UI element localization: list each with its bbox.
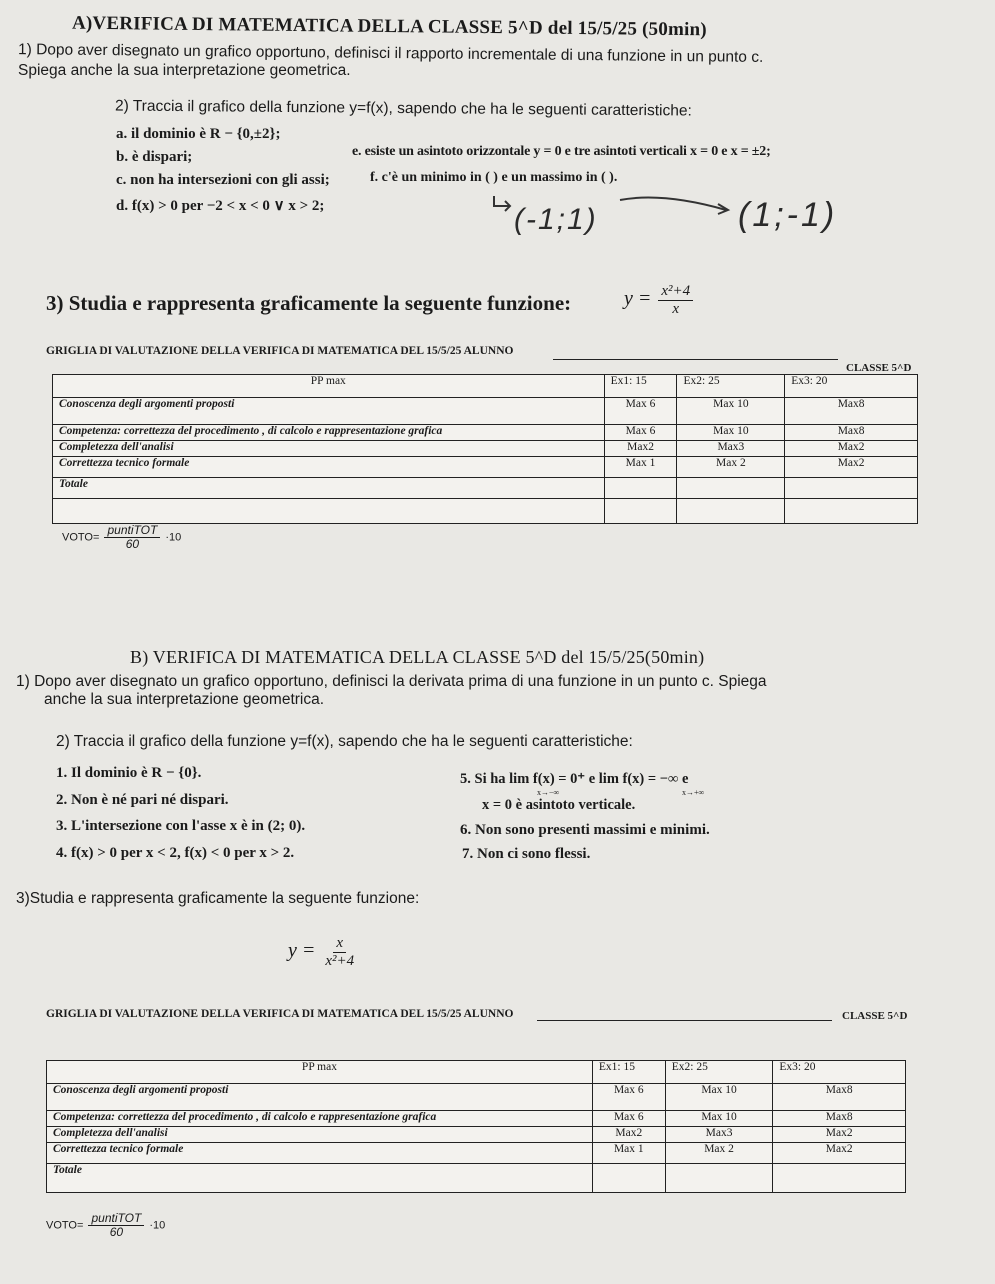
grid-a-cell: Max 6	[604, 398, 677, 425]
section-a-item-a: a. il dominio è R − {0,±2};	[116, 126, 281, 142]
grid-b-voto	[46, 1212, 165, 1239]
grid-b-row-label: Conoscenza degli argomenti proposti	[47, 1084, 593, 1111]
grid-b-cell: Max 1	[592, 1143, 665, 1164]
voto-label: VOTO=	[46, 1219, 84, 1232]
section-a-item-f: f. c'è un minimo in ( ) e un massimo in ( ).	[370, 170, 618, 185]
grid-a-cell	[677, 499, 785, 524]
grid-a-cell: Max3	[677, 441, 785, 457]
grid-b-header-pp: PP max	[47, 1061, 593, 1084]
grid-a-cell	[604, 478, 677, 499]
table-row	[47, 1084, 906, 1111]
grid-a-cell	[785, 478, 918, 499]
voto-label: VOTO=	[62, 531, 100, 544]
formula-numerator: x	[333, 935, 346, 953]
grid-b-cell	[592, 1164, 665, 1193]
grid-b-table	[46, 1060, 906, 1193]
grid-a-cell: Max 10	[677, 425, 785, 441]
table-row	[53, 398, 918, 425]
grid-a-header-pp: PP max	[53, 375, 605, 398]
grid-b-header-ex2: Ex2: 25	[665, 1061, 773, 1084]
grid-a-header-ex3: Ex3: 20	[785, 375, 918, 398]
section-b-q3-formula	[288, 935, 359, 969]
grid-a-cell: Max 2	[677, 457, 785, 478]
section-b-item-5a-sub1: x→−∞	[537, 788, 560, 797]
formula-denominator: x²+4	[325, 952, 355, 969]
grid-a-cell: Max 6	[604, 425, 677, 441]
section-b-title: B) VERIFICA DI MATEMATICA DELLA CLASSE 5^D del 15/5/25(50min)	[130, 647, 705, 667]
grid-b-cell: Max 6	[592, 1111, 665, 1127]
grid-b-cell: Max2	[773, 1143, 906, 1164]
grid-a-row-label: Correttezza tecnico formale	[53, 457, 605, 478]
section-b-item-6: 6. Non sono presenti massimi e minimi.	[460, 822, 710, 838]
table-row	[53, 478, 918, 499]
grid-a-cell: Max2	[604, 441, 677, 457]
grid-b-row-label: Totale	[47, 1164, 593, 1193]
section-a-item-b: b. è dispari;	[116, 149, 193, 165]
section-b-item-5b: x = 0 è asintoto verticale.	[482, 797, 636, 813]
grid-a-name-line	[553, 359, 838, 360]
grid-a-cell	[785, 499, 918, 524]
grid-a-table	[52, 374, 918, 524]
grid-b-cell: Max8	[773, 1084, 906, 1111]
handwritten-max-point: (1;-1)	[738, 196, 838, 234]
formula-lhs: y =	[288, 939, 316, 962]
section-b-q2-intro: 2) Traccia il grafico della funzione y=f(x), sapendo che ha le seguenti caratteristiche:	[56, 733, 633, 750]
grid-a-cell: Max8	[785, 398, 918, 425]
section-b-item-1: 1. Il dominio è R − {0}.	[56, 765, 202, 781]
grid-a-heading: GRIGLIA DI VALUTAZIONE DELLA VERIFICA DI MATEMATICA DEL 15/5/25 ALUNNO	[46, 345, 514, 357]
grid-a-header-ex1: Ex1: 15	[604, 375, 677, 398]
voto-multiplier: ·10	[149, 1219, 166, 1232]
grid-b-heading: GRIGLIA DI VALUTAZIONE DELLA VERIFICA DI MATEMATICA DEL 15/5/25 ALUNNO	[46, 1008, 514, 1020]
section-b-q1-line1: 1) Dopo aver disegnato un grafico opportuno, definisci la derivata prima di una funzione in un punto c. Spiega	[16, 673, 767, 690]
grid-b-name-line	[537, 1020, 832, 1021]
grid-a-row-label: Completezza dell'analisi	[53, 441, 605, 457]
grid-a-voto-cell	[53, 499, 605, 524]
grid-b-cell: Max2	[773, 1127, 906, 1143]
voto-numerator: puntiTOT	[88, 1212, 144, 1226]
grid-a-voto	[62, 524, 181, 551]
section-a-item-e: e. esiste un asintoto orizzontale y = 0 e tre asintoti verticali x = 0 e x = ±2;	[352, 144, 771, 159]
table-row	[47, 1143, 906, 1164]
section-a-item-c: c. non ha intersezioni con gli assi;	[116, 172, 330, 188]
section-b-q1-line2: anche la sua interpretazione geometrica.	[44, 691, 325, 708]
grid-b-cell	[773, 1164, 906, 1193]
grid-a-cell: Max 1	[604, 457, 677, 478]
table-row	[47, 1111, 906, 1127]
table-row	[53, 457, 918, 478]
grid-b-cell	[665, 1164, 773, 1193]
section-b-item-4: 4. f(x) > 0 per x < 2, f(x) < 0 per x > 2.	[56, 845, 295, 861]
formula-lhs: y =	[624, 287, 652, 310]
table-row	[53, 441, 918, 457]
table-row	[53, 425, 918, 441]
table-row	[47, 1127, 906, 1143]
grid-a-cell	[604, 499, 677, 524]
grid-a-header-ex2: Ex2: 25	[677, 375, 785, 398]
grid-b-cell: Max 10	[665, 1111, 773, 1127]
grid-a-row-label: Competenza: correttezza del procedimento , di calcolo e rappresentazione grafica	[53, 425, 605, 441]
section-a-q3-formula	[624, 283, 695, 317]
formula-numerator: x²+4	[658, 283, 693, 301]
section-b-item-7: 7. Non ci sono flessi.	[462, 846, 591, 862]
grid-a-cell: Max2	[785, 441, 918, 457]
section-b-item-2: 2. Non è né pari né dispari.	[56, 792, 229, 808]
section-a-title: A)VERIFICA DI MATEMATICA DELLA CLASSE 5^D del 15/5/25 (50min)	[71, 12, 707, 41]
table-row	[53, 499, 918, 524]
section-b-item-3: 3. L'intersezione con l'asse x è in (2; 0).	[56, 818, 306, 834]
section-a-item-d: d. f(x) > 0 per −2 < x < 0 ∨ x > 2;	[116, 198, 325, 214]
table-row	[47, 1164, 906, 1193]
section-a-q3-text: 3) Studia e rappresenta graficamente la seguente funzione:	[46, 291, 572, 315]
grid-a-cell	[677, 478, 785, 499]
grid-b-cell: Max 6	[592, 1084, 665, 1111]
grid-b-row-label: Correttezza tecnico formale	[47, 1143, 593, 1164]
section-b-item-5a: 5. Si ha lim f(x) = 0⁺ e lim f(x) = −∞ e	[460, 771, 689, 787]
section-a-q1-line2: Spiega anche la sua interpretazione geometrica.	[18, 62, 351, 79]
grid-a-row-label: Conoscenza degli argomenti proposti	[53, 398, 605, 425]
section-b-q3-text: 3)Studia e rappresenta graficamente la seguente funzione:	[16, 890, 420, 907]
voto-multiplier: ·10	[165, 531, 182, 544]
voto-denominator: 60	[109, 1225, 124, 1240]
grid-a-class: CLASSE 5^D	[846, 362, 912, 374]
grid-b-header-ex3: Ex3: 20	[773, 1061, 906, 1084]
grid-b-class: CLASSE 5^D	[842, 1010, 908, 1022]
voto-numerator: puntiTOT	[104, 524, 160, 538]
grid-a-cell: Max8	[785, 425, 918, 441]
grid-b-row-label: Competenza: correttezza del procedimento , di calcolo e rappresentazione grafica	[47, 1111, 593, 1127]
section-a-q1-line1: 1) Dopo aver disegnato un grafico opportuno, definisci il rapporto incrementale di una funzione in un punto c.	[17, 41, 764, 66]
section-b-item-5a-sub2: x→+∞	[682, 788, 705, 797]
grid-b-cell: Max 2	[665, 1143, 773, 1164]
grid-b-cell: Max8	[773, 1111, 906, 1127]
grid-b-cell: Max 10	[665, 1084, 773, 1111]
handwritten-min-point: (-1;1)	[514, 203, 598, 236]
grid-b-cell: Max3	[665, 1127, 773, 1143]
section-a-q2-intro: 2) Traccia il grafico della funzione y=f(x), sapendo che ha le seguenti caratteristiche:	[114, 97, 692, 120]
grid-a-cell: Max2	[785, 457, 918, 478]
grid-a-row-label: Totale	[53, 478, 605, 499]
voto-denominator: 60	[125, 537, 140, 552]
grid-b-header-ex1: Ex1: 15	[592, 1061, 665, 1084]
grid-a-cell: Max 10	[677, 398, 785, 425]
formula-denominator: x	[672, 300, 680, 317]
grid-b-cell: Max2	[592, 1127, 665, 1143]
grid-b-row-label: Completezza dell'analisi	[47, 1127, 593, 1143]
